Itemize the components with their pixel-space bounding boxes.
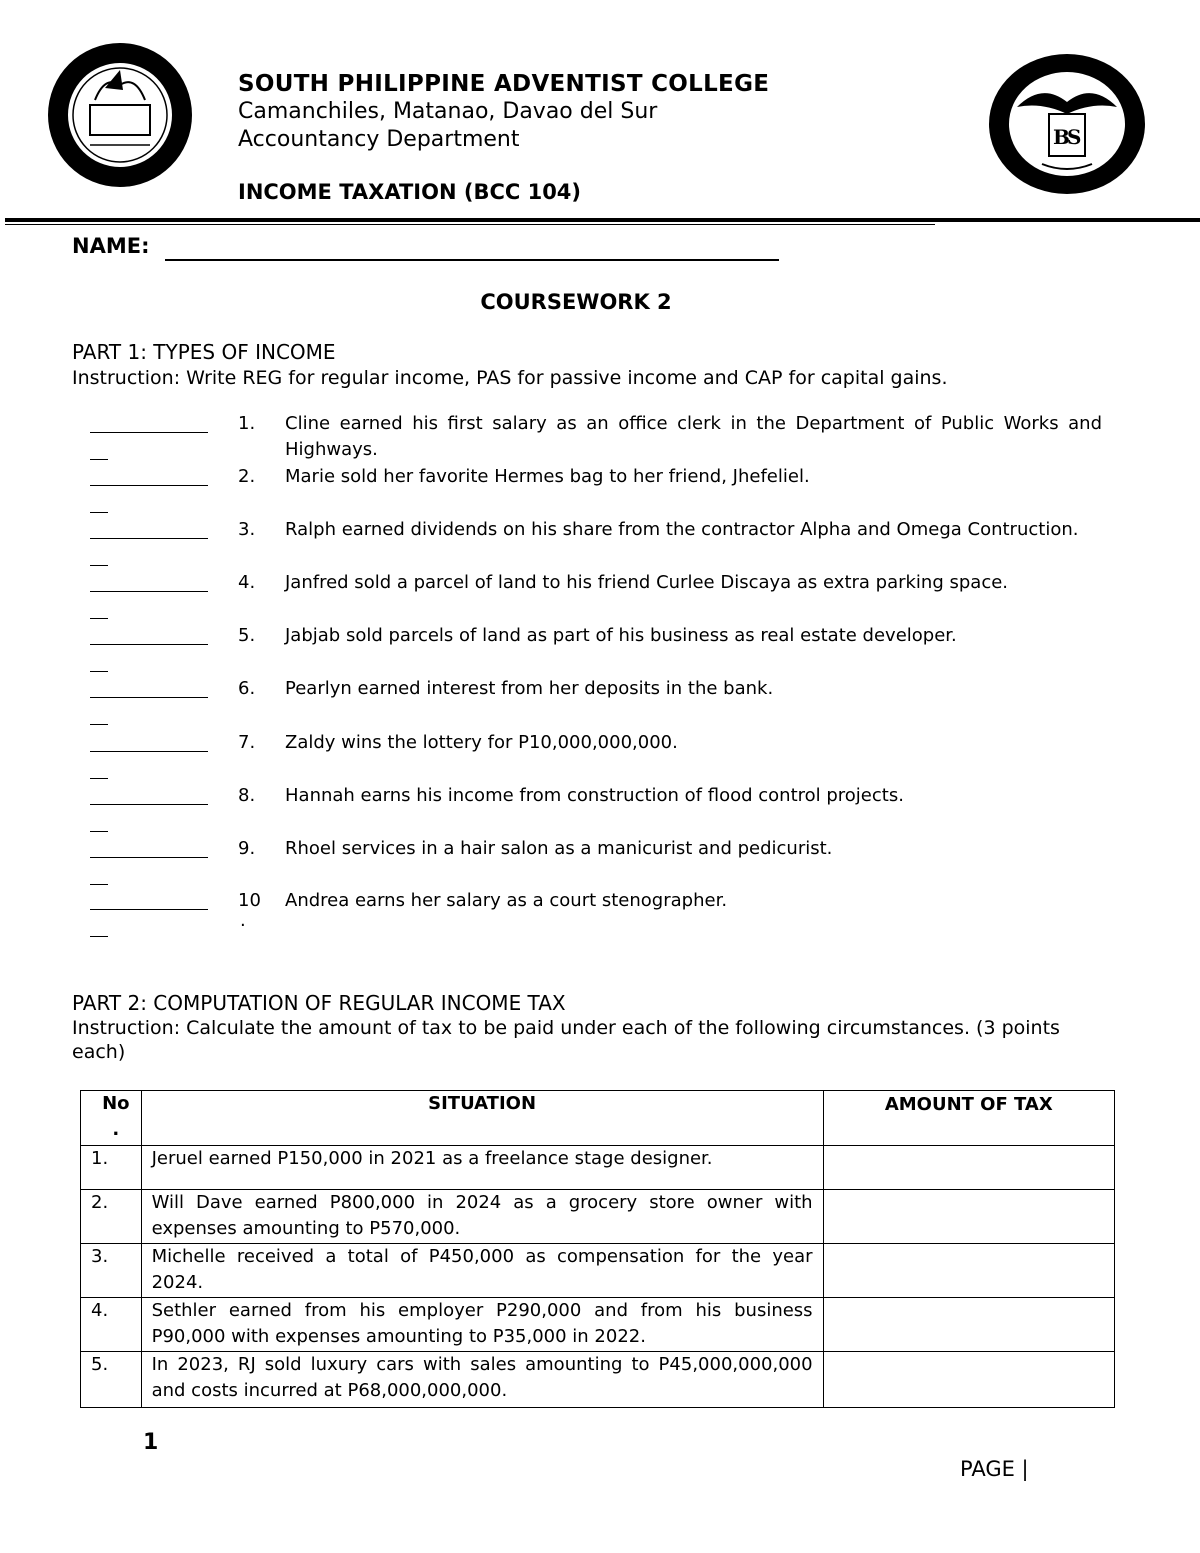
answer-blank-tail [90,441,108,460]
item-text: Hannah earns his income from construction of flood control projects. [285,785,904,806]
table-row [81,1190,1115,1244]
item-text: Zaldy wins the lottery for P10,000,000,000. [285,732,678,753]
cell-amount[interactable] [823,1146,1114,1190]
cell-situation: Jeruel earned P150,000 in 2021 as a freelance stage designer. [141,1146,823,1190]
answer-blank[interactable] [90,572,208,592]
answer-blank[interactable] [90,785,208,805]
coursework-title: COURSEWORK 2 [480,290,672,314]
svg-text:S: S [1067,125,1082,149]
list-item [90,411,1102,461]
header-divider-thin [5,224,935,225]
college-name: SOUTH PHILIPPINE ADVENTIST COLLEGE [238,71,770,97]
table-row [81,1352,1115,1408]
header-block [238,70,769,154]
cell-no: 5. [81,1352,142,1408]
item-number: 6. [238,678,256,699]
item-text: Rhoel services in a hair salon as a manicurist and pedicurist. [285,838,833,859]
item-number: 4. [238,572,256,593]
answer-blank-tail [90,494,108,513]
answer-blank[interactable] [90,413,208,433]
page-number: 1 [143,1430,159,1455]
header-no [81,1091,142,1146]
answer-blank-tail [90,547,108,566]
part1-title: PART 1: TYPES OF INCOME [72,340,336,364]
header-divider [5,218,1200,222]
cell-no: 4. [81,1298,142,1352]
list-item [90,888,1102,938]
cell-situation: Michelle received a total of P450,000 as compensation for the year 2024. [141,1244,823,1298]
table-row [81,1244,1115,1298]
item-number: 9. [238,838,256,859]
college-seal-left-logo [45,40,195,190]
answer-blank[interactable] [90,678,208,698]
item-number: 5. [238,625,256,646]
item-text: Jabjab sold parcels of land as part of his business as real estate developer. [285,625,957,646]
cell-no: 2. [81,1190,142,1244]
item-text: Cline earned his first salary as an office clerk in the Department of Public Works and Highways. [285,413,1102,460]
page-label: PAGE | [960,1457,1029,1481]
answer-blank-tail [90,918,108,937]
answer-blank[interactable] [90,890,208,910]
cell-situation: Will Dave earned P800,000 in 2024 as a grocery store owner with expenses amounting to P570,000. [141,1190,823,1244]
cell-amount[interactable] [823,1298,1114,1352]
svg-text:B: B [1053,125,1070,149]
department-name: Accountancy Department [238,127,520,152]
header-amount: AMOUNT OF TAX [823,1091,1114,1146]
answer-blank[interactable] [90,838,208,858]
header-situation: SITUATION [141,1091,823,1146]
item-number: 8. [238,785,256,806]
name-label: NAME: [72,234,150,258]
item-text: Andrea earns her salary as a court stenographer. [285,890,728,911]
cell-situation: Sethler earned from his employer P290,000 and from his business P90,000 with expenses amounting to P35,000 in 2022. [141,1298,823,1352]
answer-blank[interactable] [90,466,208,486]
cell-no: 1. [81,1146,142,1190]
header-no-dot: . [112,1119,120,1140]
item-number: 3. [238,519,256,540]
cell-situation: In 2023, RJ sold luxury cars with sales amounting to P45,000,000,000 and costs incurred at P68,000,000,000. [141,1352,823,1408]
table-header-row [81,1091,1115,1146]
item-number: 2. [238,466,256,487]
list-item [90,676,1102,726]
situation-table [80,1090,1115,1408]
list-item [90,464,1102,514]
answer-blank[interactable] [90,519,208,539]
college-address: Camanchiles, Matanao, Davao del Sur [238,99,658,124]
part2-instruction: Instruction: Calculate the amount of tax to be paid under each of the following circumstances. (3 points each) [72,1017,1060,1063]
item-text: Ralph earned dividends on his share from the contractor Alpha and Omega Contruction. [285,519,1079,540]
answer-blank-tail [90,866,108,885]
answer-blank-tail [90,760,108,779]
item-text: Pearlyn earned interest from her deposits in the bank. [285,678,774,699]
item-text: Janfred sold a parcel of land to his friend Curlee Discaya as extra parking space. [285,572,1009,593]
answer-blank[interactable] [90,732,208,752]
list-item [90,783,1102,833]
answer-blank-tail [90,600,108,619]
list-item [90,623,1102,673]
item-text: Marie sold her favorite Hermes bag to her friend, Jhefeliel. [285,466,810,487]
cell-amount[interactable] [823,1190,1114,1244]
table-row [81,1298,1115,1352]
answer-blank-tail [90,813,108,832]
item-number: 1. [238,413,256,434]
answer-blank-tail [90,653,108,672]
part1-instruction: Instruction: Write REG for regular income, PAS for passive income and CAP for capital gains. [72,367,948,389]
item-number: 7. [238,732,256,753]
list-item [90,570,1102,620]
list-item [90,836,1102,886]
cell-amount[interactable] [823,1352,1114,1408]
part2-title: PART 2: COMPUTATION OF REGULAR INCOME TAX [72,991,566,1015]
table-row [81,1146,1115,1190]
college-seal-right-logo [987,52,1147,197]
name-input-line[interactable] [165,259,779,261]
item-number-dot: . [240,910,246,931]
list-item [90,730,1102,780]
course-title: INCOME TAXATION (BCC 104) [238,180,582,204]
item-number: 10 [238,890,261,911]
answer-blank[interactable] [90,625,208,645]
answer-blank-tail [90,706,108,725]
cell-no: 3. [81,1244,142,1298]
list-item [90,517,1102,567]
header-no-label: No [102,1093,130,1114]
cell-amount[interactable] [823,1244,1114,1298]
